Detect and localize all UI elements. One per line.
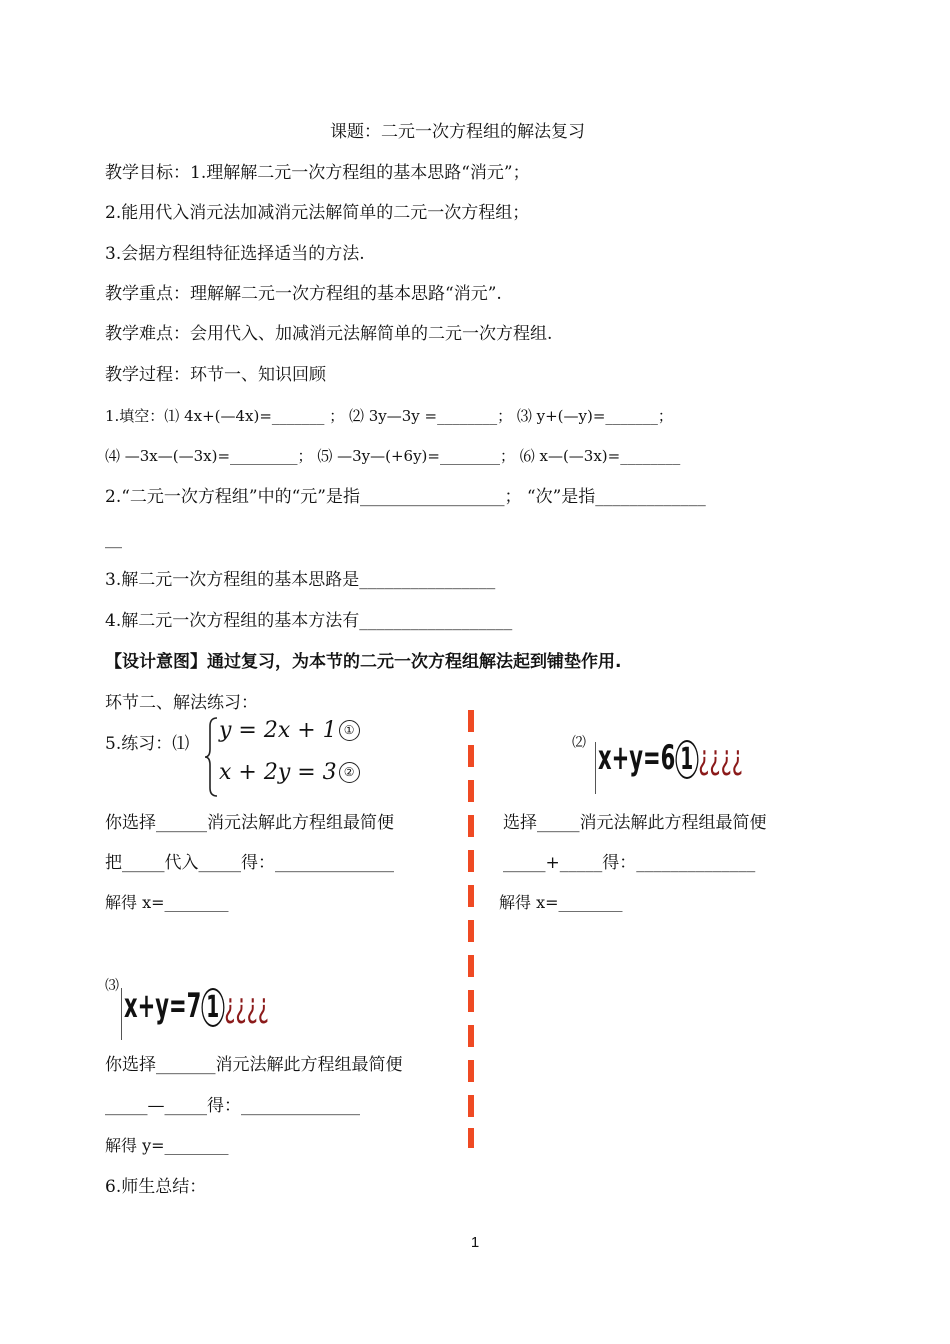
question-2-line-2: __ [105,529,122,549]
question-4: 4.解二元一次方程组的基本方法有__________________ [105,611,513,631]
left-solve-x: 解得 x=________ [105,893,229,912]
teaching-process: 教学过程：环节一、知识回顾 [105,365,326,385]
system-3-label: ⑶ [105,978,119,994]
difficulty: 教学难点：会用代入、加减消元法解简单的二元一次方程组. [105,324,553,344]
system-2-divider [595,742,596,794]
question-3: 3.解二元一次方程组的基本思路是________________ [105,570,496,590]
question-2-line-1: 2.“二元一次方程组”中的“元”是指_________________； “次”是指_____________ [105,487,706,507]
question-1-line-2: ⑷ —3x—(—3x)=_________； ⑸ —3y—(+6y)=________； ⑹ x—(—3x)=________ [105,447,681,465]
teaching-goal-3: 3.会据方程组特征选择适当的方法. [105,244,365,264]
c-choose-method: 你选择_______消元法解此方程组最简便 [105,1055,403,1075]
left-brace-icon [203,716,219,798]
system-3-equation-text: x+y=7 [124,986,202,1026]
system-2-equation [598,738,743,779]
summary: 6.师生总结： [105,1177,207,1197]
page-title: 课题：二元一次方程组的解法复习 [330,122,585,142]
c-solve-y: 解得 y=________ [105,1136,229,1155]
system-3-garbled-glyphs: ¿¿¿¿ [224,986,269,1026]
page-number: 1 [470,1234,480,1251]
design-intent: 【设计意图】通过复习，为本节的二元一次方程组解法起到铺垫作用. [105,652,622,672]
system-3-mark: 1 [201,988,224,1027]
right-choose-method: 选择_____消元法解此方程组最简便 [503,813,767,833]
system-3-divider [121,988,122,1040]
circled-one-icon: ① [339,720,360,741]
question-1-line-1: 1.填空：⑴ 4x+(—4x)=_______ ； ⑵ 3y—3y =________； ⑶ y+(—y)=_______； [105,407,673,425]
system-2-mark: 1 [675,740,698,779]
system-3-equation [124,986,269,1027]
system-1-equation-2 [219,760,360,785]
left-choose-method: 你选择______消元法解此方程组最简便 [105,813,394,833]
key-point: 教学重点：理解解二元一次方程组的基本思路“消元”. [105,284,502,304]
exercise-5-label: 5.练习：⑴ [105,734,190,754]
left-substitute-line: 把_____代入_____得：______________ [105,853,394,873]
section-2-heading: 环节二、解法练习： [105,693,258,713]
system-1-equation-1 [219,718,360,743]
system-2-label: ⑵ [572,735,586,751]
system-2-equation-text: x+y=6 [598,738,676,778]
right-add-line: _____+_____得：______________ [503,853,756,873]
system-1-equation-1-text: y = 2x + 1 [219,718,337,743]
circled-two-icon: ② [339,762,360,783]
teaching-goal-1: 教学目标：1.理解解二元一次方程组的基本思路“消元”； [105,163,530,183]
c-subtract-line: _____—_____得：______________ [105,1096,360,1116]
right-solve-x: 解得 x=________ [499,893,623,912]
system-1-equation-2-text: x + 2y = 3 [219,760,337,785]
teaching-goal-2: 2.能用代入消元法加减消元法解简单的二元一次方程组； [105,203,530,223]
system-2-garbled-glyphs: ¿¿¿¿ [698,738,743,778]
